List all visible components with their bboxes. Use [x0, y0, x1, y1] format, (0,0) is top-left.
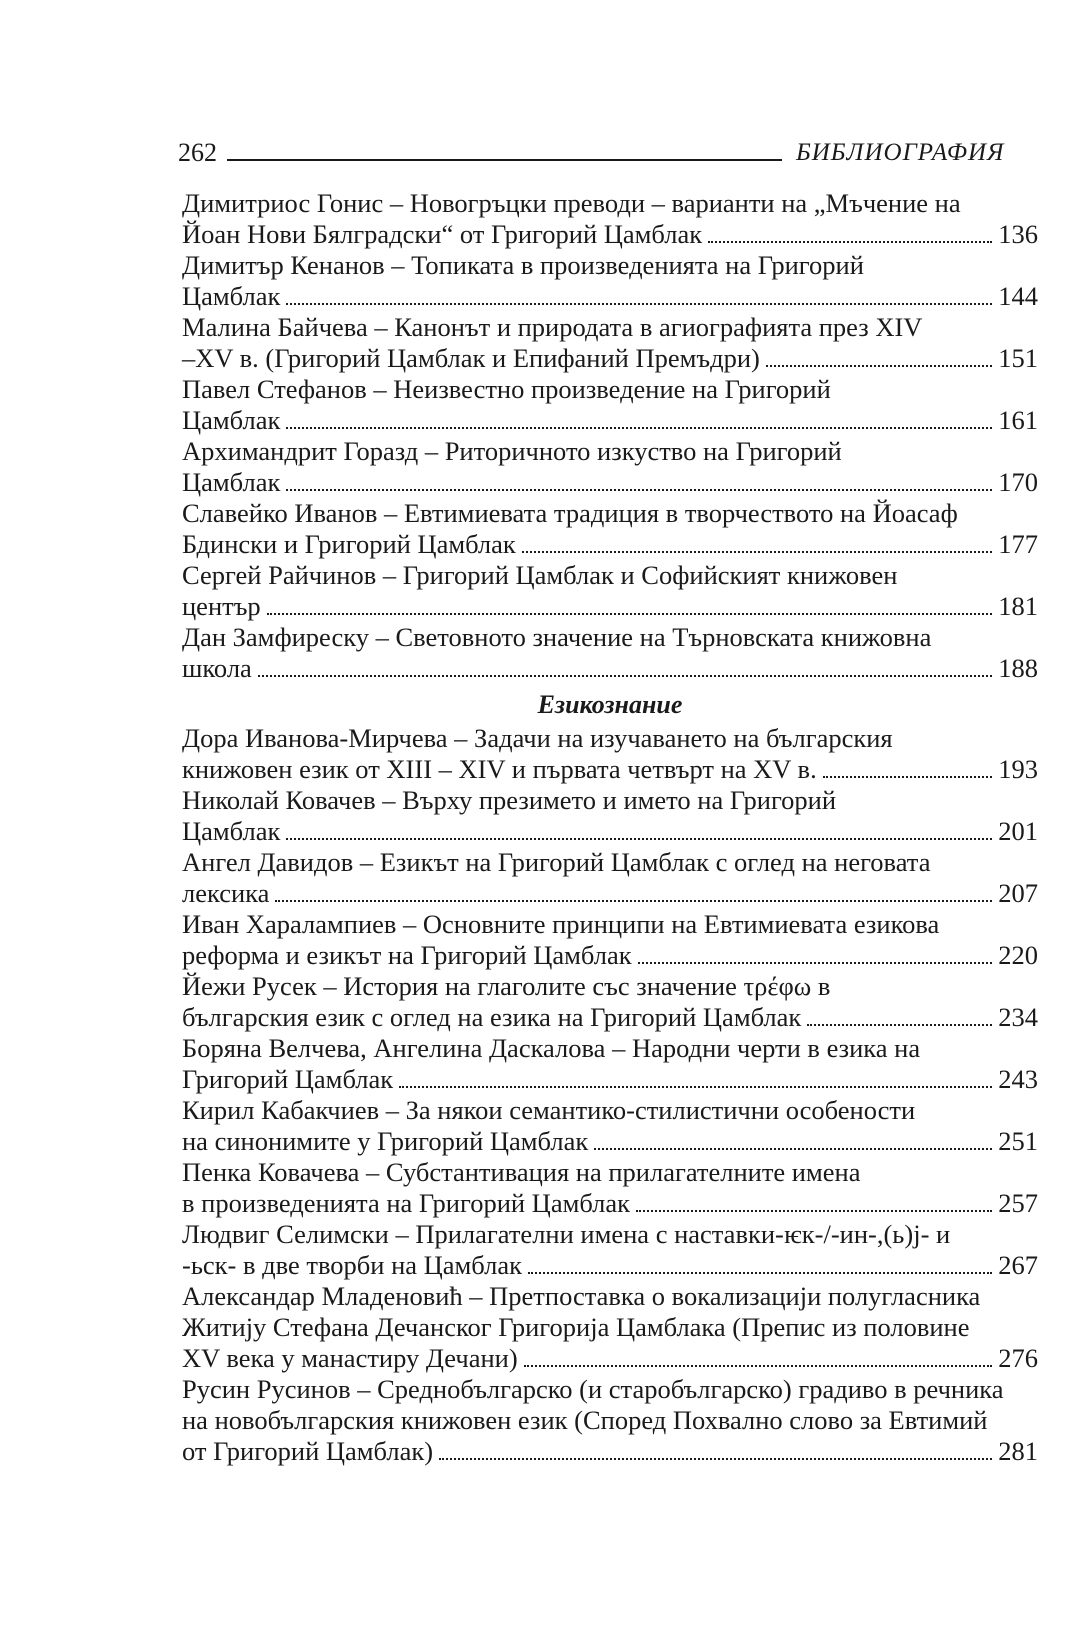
dot-leader: [528, 1272, 992, 1274]
entry-last-line: [182, 529, 1038, 560]
entry-title-end: Цамблак: [182, 816, 281, 846]
contents-entry: [182, 188, 1038, 250]
entry-title-end: школа: [182, 653, 252, 683]
entry-title-line: Малина Байчева – Канонът и природата в агиографията през XIV: [182, 312, 923, 342]
entry-title-end: българския език с оглед на езика на Григорий Цамблак: [182, 1002, 802, 1032]
entry-last-line: [182, 1064, 1038, 1095]
contents-section-linguistics: [182, 723, 1038, 1467]
entry-page-number: 181: [998, 591, 1038, 621]
contents-entry: [182, 560, 1038, 622]
entry-page-number: 161: [998, 405, 1038, 435]
entry-title-line: Николай Ковачев – Върху презимето и името на Григорий: [182, 785, 837, 815]
entry-last-line: [182, 940, 1038, 971]
entry-title-end: реформа и езикът на Григорий Цамблак: [182, 940, 632, 970]
contents-section-literature: [182, 188, 1038, 684]
entry-last-line: [182, 591, 1038, 622]
entry-last-line: [182, 754, 1038, 785]
dot-leader: [399, 1086, 992, 1088]
entry-title-line: Йежи Русек – История на глаголите със значение τρέφω в: [182, 971, 831, 1001]
entry-title-end: Цамблак: [182, 405, 281, 435]
entry-page-number: 276: [998, 1343, 1038, 1373]
contents-entry: [182, 250, 1038, 312]
dot-leader: [594, 1148, 992, 1150]
entry-title-line: Димитриос Гонис – Новогръцки преводи – варианти на „Мъчение на: [182, 188, 961, 218]
entry-title-line: Славейко Иванов – Евтимиевата традиция в творчеството на Йоасаф: [182, 498, 958, 528]
dot-leader: [638, 962, 993, 964]
entry-title-end: XV века у манастиру Дечани): [182, 1343, 518, 1373]
dot-leader: [267, 613, 993, 615]
entry-page-number: 177: [998, 529, 1038, 559]
entry-title-line: Павел Стефанов – Неизвестно произведение на Григорий: [182, 374, 831, 404]
contents-entry: [182, 1374, 1038, 1467]
entry-title-end: Цамблак: [182, 467, 281, 497]
entry-title-end: на синонимите у Григорий Цамблак: [182, 1126, 589, 1156]
dot-leader: [439, 1458, 992, 1460]
entry-title-end: Цамблак: [182, 281, 281, 311]
dot-leader: [524, 1365, 993, 1367]
page-header: [178, 128, 1038, 168]
entry-title-line: Александар Младеновић – Претпоставка о вокализацији полугласника: [182, 1281, 981, 1311]
running-title: БИБЛИОГРАФИЯ: [796, 139, 1005, 166]
header-rule: [227, 159, 782, 161]
entry-title-end: книжовен език от XIII – XIV и първата четвърт на XV в.: [182, 754, 817, 784]
entry-title-line: Дора Иванова-Мирчева – Задачи на изучаването на българския: [182, 723, 893, 753]
entry-page-number: 207: [998, 878, 1038, 908]
entry-last-line: [182, 1188, 1038, 1219]
entry-title-line: Людвиг Селимски – Прилагателни имена с наставки-ѥк-/-ин-,(ь)j- и: [182, 1219, 951, 1249]
dot-leader: [286, 427, 992, 429]
entry-page-number: 257: [998, 1188, 1038, 1218]
contents-entry: [182, 785, 1038, 847]
dot-leader: [766, 365, 992, 367]
contents-entry: [182, 498, 1038, 560]
entry-title-end: от Григорий Цамблак): [182, 1436, 434, 1466]
entry-title-end: Бдински и Григорий Цамблак: [182, 529, 516, 559]
entry-title-end: Йоан Нови Бялградски“ от Григорий Цамблак: [182, 219, 703, 249]
contents-entry: [182, 1095, 1038, 1157]
dot-leader: [275, 900, 992, 902]
entry-page-number: 151: [998, 343, 1038, 373]
entry-title-end: лексика: [182, 878, 270, 908]
entry-last-line: [182, 878, 1038, 909]
entry-last-line: [182, 281, 1038, 312]
table-of-contents: [182, 188, 1038, 1467]
entry-last-line: [182, 816, 1038, 847]
contents-entry: [182, 1281, 1038, 1374]
contents-entry: [182, 1157, 1038, 1219]
entry-page-number: 188: [998, 653, 1038, 683]
entry-page-number: 193: [998, 754, 1038, 784]
contents-entry: [182, 847, 1038, 909]
contents-entry: [182, 1033, 1038, 1095]
entry-title-line: Димитър Кенанов – Топиката в произведенията на Григорий: [182, 250, 864, 280]
contents-entry: [182, 436, 1038, 498]
contents-entry: [182, 1219, 1038, 1281]
dot-leader: [708, 241, 992, 243]
contents-entry: [182, 723, 1038, 785]
entry-page-number: 144: [998, 281, 1038, 311]
entry-last-line: [182, 467, 1038, 498]
entry-title-line: на новобългарския книжовен език (Според Похвално слово за Евтимий: [182, 1405, 988, 1435]
entry-title-end: център: [182, 591, 261, 621]
entry-title-line: Боряна Велчева, Ангелина Даскалова – Народни черти в езика на: [182, 1033, 921, 1063]
contents-entry: [182, 374, 1038, 436]
entry-last-line: [182, 219, 1038, 250]
entry-title-line: Архимандрит Горазд – Риторичното изкуство на Григорий: [182, 436, 842, 466]
dot-leader: [807, 1024, 992, 1026]
page-number: 262: [178, 138, 217, 167]
entry-title-line: Пенка Ковачева – Субстантивация на прилагателните имена: [182, 1157, 861, 1187]
entry-last-line: [182, 1126, 1038, 1157]
dot-leader: [286, 303, 992, 305]
dot-leader: [636, 1210, 992, 1212]
entry-title-end: –XV в. (Григорий Цамблак и Епифаний Премъдри): [182, 343, 760, 373]
entry-last-line: [182, 1002, 1038, 1033]
contents-entry: [182, 971, 1038, 1033]
entry-last-line: [182, 1436, 1038, 1467]
entry-page-number: 251: [998, 1126, 1038, 1156]
entry-page-number: 220: [998, 940, 1038, 970]
entry-title-line: Русин Русинов – Среднобългарско (и старобългарско) градиво в речника: [182, 1374, 1004, 1404]
entry-last-line: [182, 1343, 1038, 1374]
entry-page-number: 243: [998, 1064, 1038, 1094]
section-heading: Езикознание: [537, 690, 683, 719]
entry-last-line: [182, 653, 1038, 684]
dot-leader: [286, 838, 992, 840]
entry-title-line: Кирил Кабакчиев – За някои семантико-стилистични особености: [182, 1095, 916, 1125]
entry-title-end: в произведенията на Григорий Цамблак: [182, 1188, 631, 1218]
entry-last-line: [182, 343, 1038, 374]
contents-entry: [182, 622, 1038, 684]
entry-last-line: [182, 1250, 1038, 1281]
entry-title-line: Дан Замфиреску – Световното значение на Търновската книжовна: [182, 622, 932, 652]
entry-last-line: [182, 405, 1038, 436]
entry-title-line: Иван Харалампиев – Основните принципи на Евтимиевата езикова: [182, 909, 940, 939]
entry-page-number: 281: [998, 1436, 1038, 1466]
dot-leader: [286, 489, 992, 491]
entry-page-number: 201: [998, 816, 1038, 846]
entry-page-number: 234: [998, 1002, 1038, 1032]
entry-title-line: Житију Стефана Дечанског Григорија Цамблака (Препис из половине: [182, 1312, 970, 1342]
entry-page-number: 136: [998, 219, 1038, 249]
contents-entry: [182, 312, 1038, 374]
entry-title-end: -ьск- в две творби на Цамблак: [182, 1250, 522, 1280]
contents-entry: [182, 909, 1038, 971]
entry-page-number: 267: [998, 1250, 1038, 1280]
entry-title-line: Сергей Райчинов – Григорий Цамблак и Софийският книжовен: [182, 560, 898, 590]
dot-leader: [258, 675, 992, 677]
dot-leader: [823, 776, 993, 778]
entry-title-line: Ангел Давидов – Езикът на Григорий Цамблак с оглед на неговата: [182, 847, 931, 877]
dot-leader: [522, 551, 992, 553]
entry-title-end: Григорий Цамблак: [182, 1064, 394, 1094]
entry-page-number: 170: [998, 467, 1038, 497]
